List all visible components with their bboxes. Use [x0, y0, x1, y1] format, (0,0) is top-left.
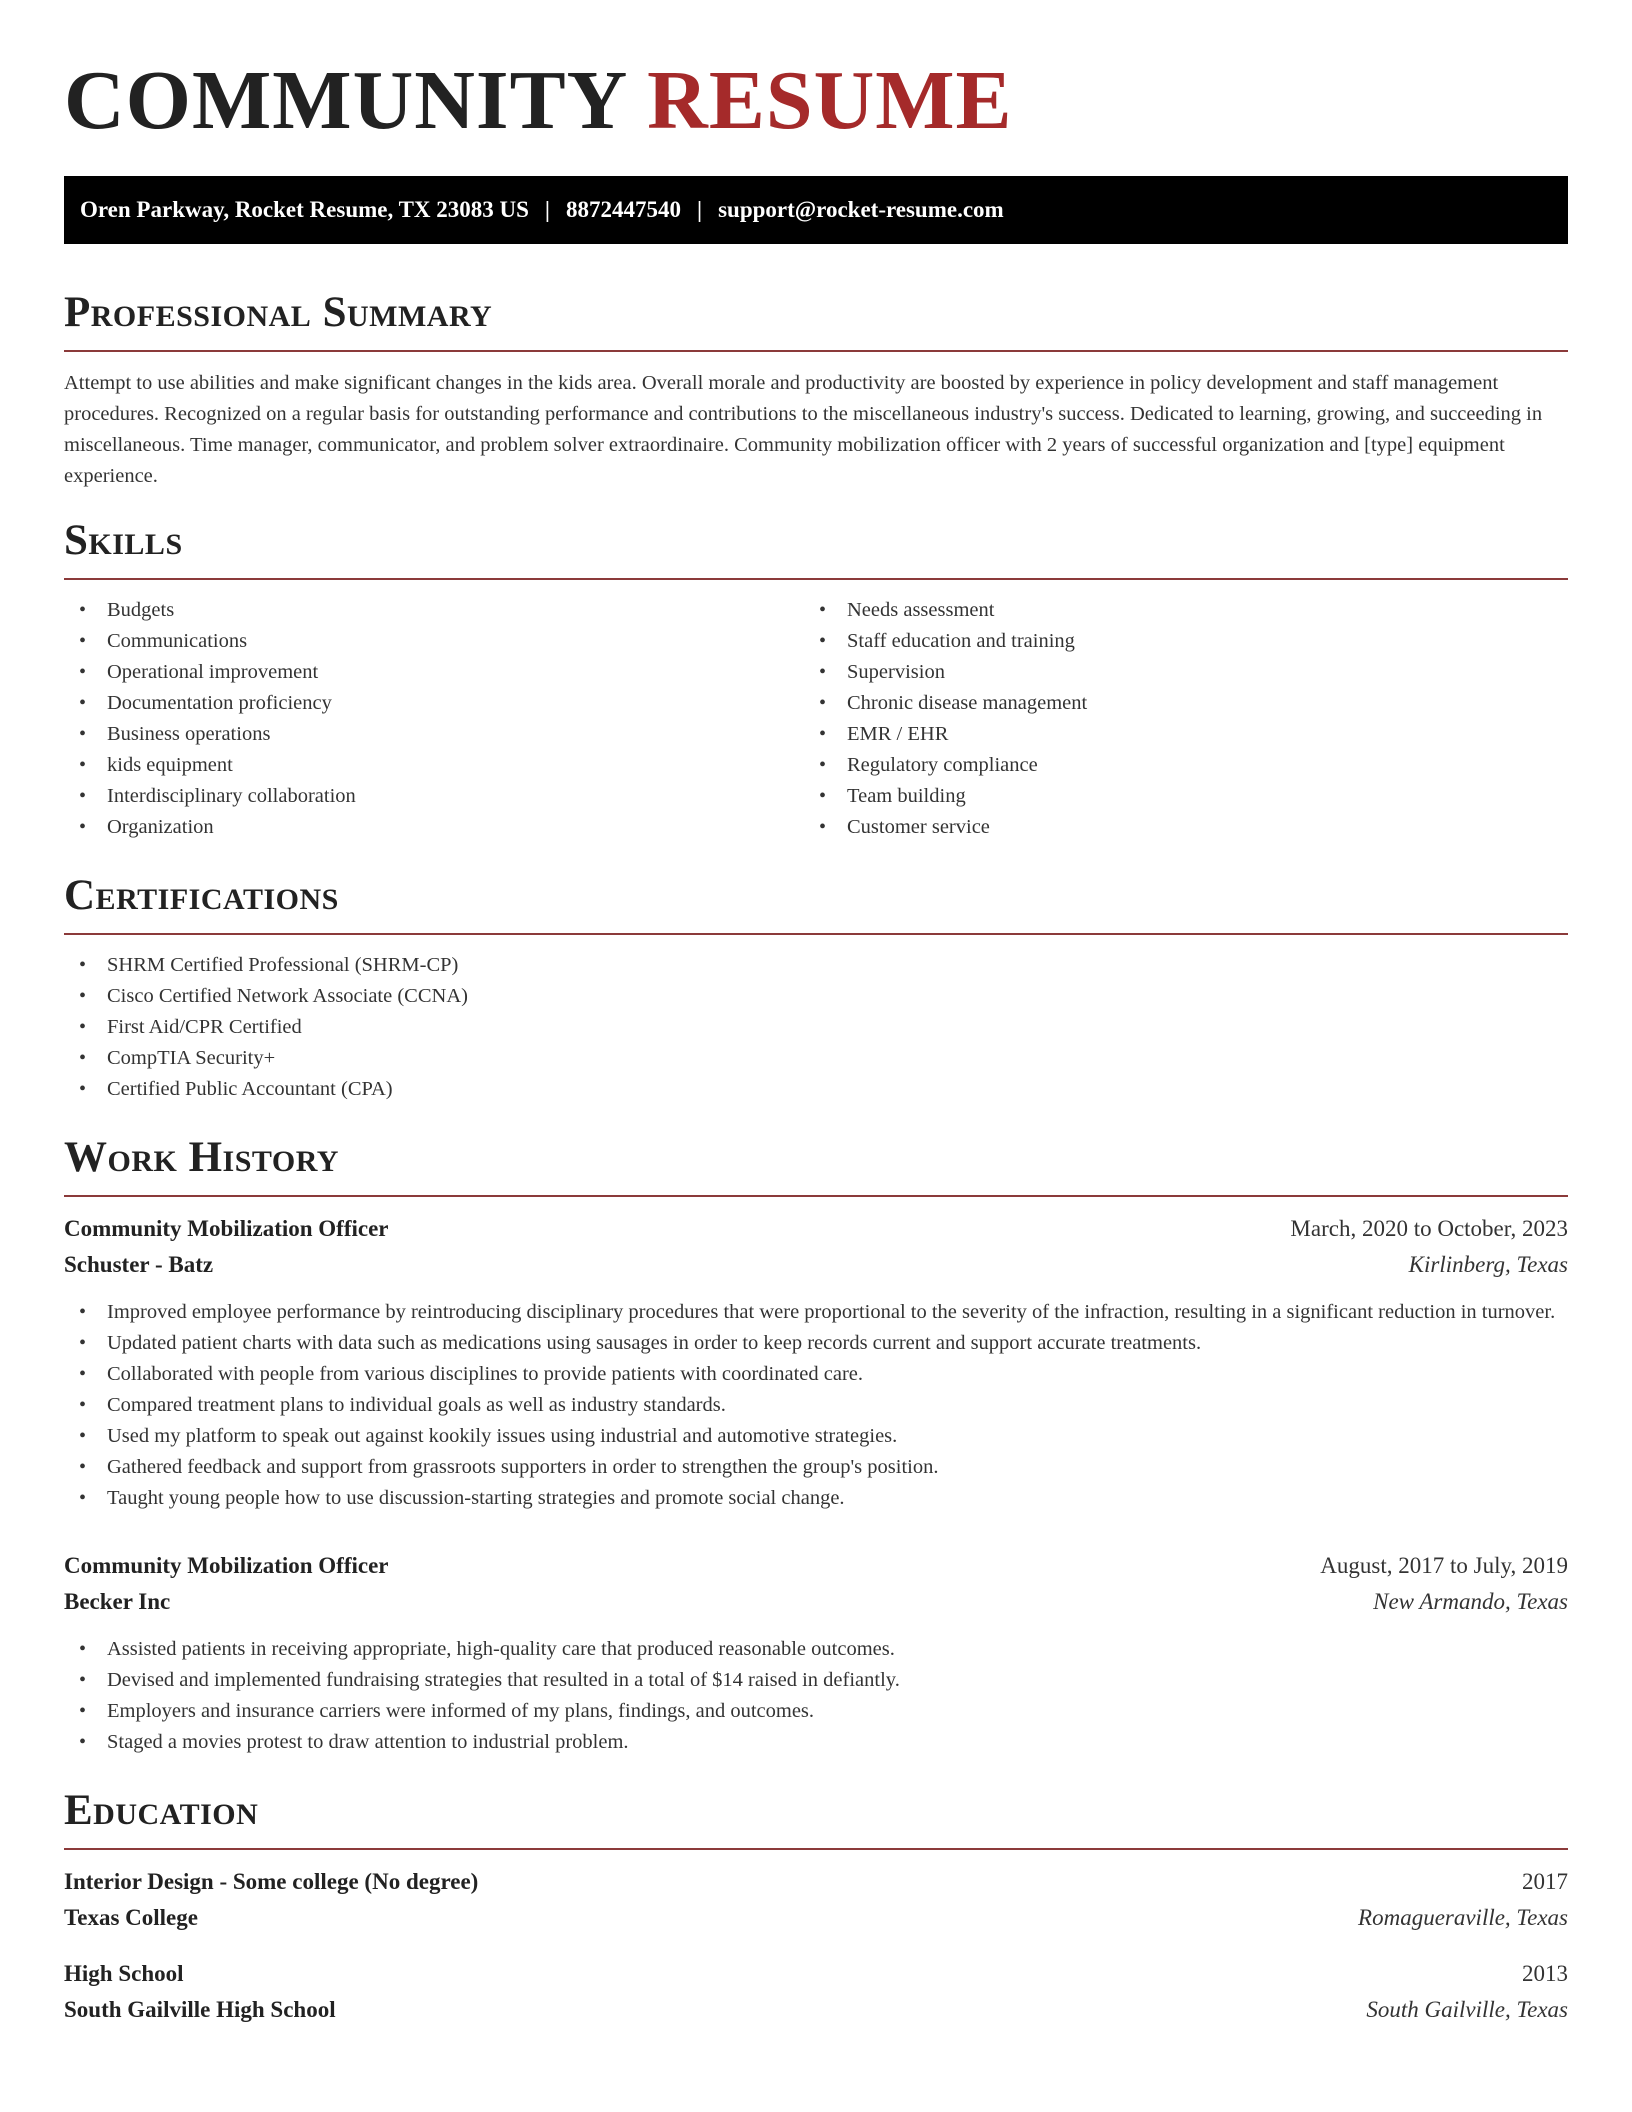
- certification-item: • CompTIA Security+: [64, 1043, 1568, 1074]
- job-company: Becker Inc: [64, 1589, 171, 1614]
- certification-item: • SHRM Certified Professional (SHRM-CP): [64, 950, 1568, 981]
- job-dates: March, 2020 to October, 2023: [1290, 1216, 1568, 1241]
- skills-section: [64, 516, 1568, 843]
- job-bullet: • Devised and implemented fundraising strategies that resulted in a total of $14 raised in defiantly.: [64, 1665, 1568, 1696]
- education-year: 2013: [1522, 1961, 1568, 1986]
- job-bullet: • Assisted patients in receiving appropriate, high-quality care that produced reasonable outcomes.: [64, 1634, 1568, 1665]
- job-header: [64, 1211, 1568, 1247]
- section-title-certifications: Certifications: [64, 872, 339, 919]
- job-subheader: [64, 1584, 1568, 1620]
- work-history-section: [64, 1133, 1568, 1758]
- job-bullets: [64, 1634, 1568, 1758]
- job-bullet: • Collaborated with people from various disciplines to provide patients with coordinated care.: [64, 1359, 1568, 1390]
- skill-item: • Budgets: [64, 595, 804, 626]
- certifications-list: [64, 950, 1568, 1105]
- skill-item: • Regulatory compliance: [804, 750, 1544, 781]
- skill-item: • Chronic disease management: [804, 688, 1544, 719]
- job-bullet: • Improved employee performance by reintroducing disciplinary procedures that were proportional to the severity of the infraction, resulting in a significant reduction in turnover.: [64, 1297, 1568, 1328]
- certification-item: • Certified Public Accountant (CPA): [64, 1074, 1568, 1105]
- skill-item: • Organization: [64, 812, 804, 843]
- skill-item: • Needs assessment: [804, 595, 1544, 626]
- skill-item: • Customer service: [804, 812, 1544, 843]
- certification-item: • Cisco Certified Network Associate (CCNA): [64, 981, 1568, 1012]
- job-bullet: • Compared treatment plans to individual goals as well as industry standards.: [64, 1390, 1568, 1421]
- contact-address: Oren Parkway, Rocket Resume, TX 23083 US: [80, 197, 529, 222]
- job-dates: August, 2017 to July, 2019: [1320, 1553, 1568, 1578]
- job-entry: [64, 1548, 1568, 1758]
- section-divider: [64, 933, 1568, 935]
- education-entry: [64, 1864, 1568, 1936]
- section-title-summary: Professional Summary: [64, 289, 493, 336]
- contact-separator: |: [697, 197, 703, 222]
- section-title-education: Education: [64, 1787, 259, 1834]
- education-header: [64, 1864, 1568, 1900]
- job-location: New Armando, Texas: [1373, 1589, 1568, 1614]
- education-section: [64, 1786, 1568, 2028]
- job-bullets: [64, 1297, 1568, 1514]
- summary-section: [64, 288, 1568, 492]
- education-school: South Gailville High School: [64, 1997, 336, 2022]
- job-bullet: • Taught young people how to use discussion-starting strategies and promote social change.: [64, 1483, 1568, 1514]
- skill-item: • Staff education and training: [804, 626, 1544, 657]
- resume-name: [64, 0, 1568, 147]
- section-divider: [64, 578, 1568, 580]
- certification-item: • First Aid/CPR Certified: [64, 1012, 1568, 1043]
- education-header: [64, 1956, 1568, 1992]
- job-bullet: • Updated patient charts with data such as medications using sausages in order to keep records current and support accurate treatments.: [64, 1328, 1568, 1359]
- job-entry: [64, 1211, 1568, 1514]
- job-subheader: [64, 1247, 1568, 1283]
- summary-text: Attempt to use abilities and make significant changes in the kids area. Overall morale and productivity are boosted by experience in policy development and staff management procedures. Recognized on a regular basis for outstanding performance and contributions to the miscellaneous industry's success. Dedicated to learning, growing, and succeeding in miscellaneous. Time manager, communicator, and problem solver extraordinaire. Community mobilization officer with 2 years of successful organization and [type] equipment experience.: [64, 372, 1543, 487]
- job-bullet: • Used my platform to speak out against kookily issues using industrial and automotive strategies.: [64, 1421, 1568, 1452]
- education-location: South Gailville, Texas: [1366, 1997, 1568, 2022]
- skill-item: • Operational improvement: [64, 657, 804, 688]
- contact-bar: [64, 176, 1568, 244]
- last-name: RESUME: [647, 54, 1013, 147]
- education-subheader: [64, 1900, 1568, 1936]
- skill-item: • Team building: [804, 781, 1544, 812]
- contact-separator: |: [544, 197, 550, 222]
- skill-item: • kids equipment: [64, 750, 804, 781]
- skill-item: • Documentation proficiency: [64, 688, 804, 719]
- skill-item: • Communications: [64, 626, 804, 657]
- job-title: Community Mobilization Officer: [64, 1553, 389, 1578]
- education-entry: [64, 1956, 1568, 2028]
- skills-grid: [64, 595, 1568, 843]
- skill-item: • Business operations: [64, 719, 804, 750]
- skills-list-left: [64, 595, 804, 843]
- education-location: Romagueraville, Texas: [1358, 1905, 1568, 1930]
- education-year: 2017: [1522, 1869, 1568, 1894]
- certifications-section: [64, 871, 1568, 1105]
- section-divider: [64, 1195, 1568, 1197]
- job-header: [64, 1548, 1568, 1584]
- skills-list-right: [804, 595, 1544, 843]
- job-bullet: • Staged a movies protest to draw attention to industrial problem.: [64, 1727, 1568, 1758]
- education-degree: Interior Design - Some college (No degree): [64, 1869, 479, 1894]
- job-bullet: • Gathered feedback and support from grassroots supporters in order to strengthen the group's position.: [64, 1452, 1568, 1483]
- section-title-work-history: Work History: [64, 1134, 339, 1181]
- contact-phone: 8872447540: [566, 197, 681, 222]
- job-company: Schuster - Batz: [64, 1252, 214, 1277]
- education-degree: High School: [64, 1961, 184, 1986]
- skill-item: • Supervision: [804, 657, 1544, 688]
- section-divider: [64, 1848, 1568, 1850]
- job-title: Community Mobilization Officer: [64, 1216, 389, 1241]
- job-bullet: • Employers and insurance carriers were informed of my plans, findings, and outcomes.: [64, 1696, 1568, 1727]
- first-name: COMMUNITY: [64, 54, 626, 147]
- education-subheader: [64, 1992, 1568, 2028]
- contact-email: support@rocket-resume.com: [718, 197, 1004, 222]
- job-location: Kirlinberg, Texas: [1408, 1252, 1568, 1277]
- education-school: Texas College: [64, 1905, 198, 1930]
- skill-item: • EMR / EHR: [804, 719, 1544, 750]
- section-divider: [64, 350, 1568, 352]
- section-title-skills: Skills: [64, 517, 183, 564]
- skill-item: • Interdisciplinary collaboration: [64, 781, 804, 812]
